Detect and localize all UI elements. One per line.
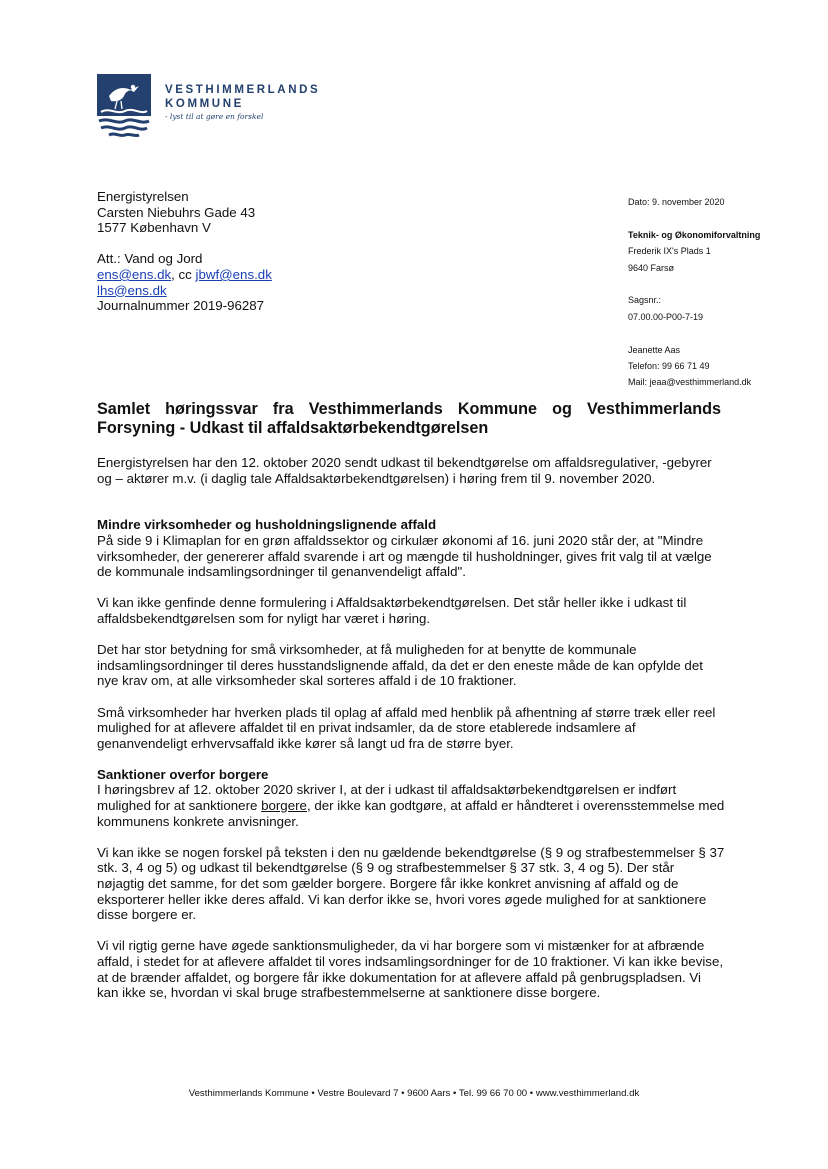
paragraph: Det har stor betydning for små virksomheder, at få muligheden for at benytte de kommunale indsamlingsordninger til deres husstandslignende affald, da det er den eneste måde de kan opfylde det nye krav om, at alle virksomheder skal sorteres affald i de 10 fraktioner. (97, 642, 703, 689)
journal-number: Journalnummer 2019-96287 (97, 298, 265, 314)
contact-mail: Mail: jeaa@vesthimmerland.dk (628, 377, 752, 388)
paragraph: I høringsbrev af 12. oktober 2020 skriver I, at der i udkast til affaldsaktørbekendtgørelsen er indført mulighed for at sanktionere borgere, der ikke kan godtgøre, at affald er håndteret i overensstemmelse med kommunens konkrete anvisninger. (97, 782, 725, 829)
sender-street: Frederik IX's Plads 1 (628, 246, 711, 257)
sender-department: Teknik- og Økonomiforvaltning (628, 229, 761, 240)
case-number: 07.00.00-P00-7-19 (628, 311, 704, 322)
recipient-line1: Energistyrelsen (97, 189, 189, 204)
letter-title: Samlet høringssvar fra Vesthimmerlands Kommune og Vesthimmerlands Forsyning - Udkast til affaldsaktørbekendtgørelsen (97, 400, 721, 437)
recipient-line3: 1577 København V (97, 220, 211, 236)
case-label: Sagsnr.: (628, 295, 662, 306)
intro-paragraph: Energistyrelsen har den 12. oktober 2020 sendt udkast til bekendtgørelse om affaldsregulativer, -gebyrer og – aktører m.v. (i daglig tale Affaldsaktørbekendtgørelsen) i høring frem til 9. november 2020. (97, 455, 712, 486)
crane-wave-logo-icon (97, 74, 151, 138)
logo-tagline: - lyst til at gøre en forskel (165, 112, 264, 121)
paragraph: Vi vil rigtig gerne have øgede sanktionsmuligheder, da vi har borgere som vi mistænker for at afbrænde affald, i stedet for at aflevere affaldet til vores indsamlingsordninger for de 10 fraktioner. Vi kan ikke bevise, at de brænder affaldet, og borgere får ikke dokumentation for at aflevere affald på genbrugspladsen. Vi kan ikke se, hvordan vi skal bruge strafbestemmelserne at sanktionere disse borgere. (97, 938, 724, 1001)
page-footer: Vesthimmerlands Kommune • Vestre Boulevard 7 • 9600 Aars • Tel. 99 66 70 00 • www.vesthimmerland.dk (188, 1088, 640, 1099)
email-link-lhs[interactable]: lhs@ens.dk (97, 282, 167, 298)
letter-body (97, 455, 725, 1016)
underlined-word: borgere (261, 798, 307, 814)
contact-phone: Telefon: 99 66 71 49 (628, 361, 710, 372)
contact-name: Jeanette Aas (628, 344, 681, 355)
recipient-address (97, 189, 272, 314)
section-heading-sanctions: Sanktioner overfor borgere (97, 766, 269, 782)
recipient-emails (97, 267, 272, 283)
email-link-ens[interactable]: ens@ens.dk (97, 266, 172, 282)
letter-date: Dato: 9. november 2020 (628, 197, 725, 207)
paragraph: På side 9 i Klimaplan for en grøn affaldssektor og cirkulær økonomi af 16. juni 2020 står der, at "Mindre virksomheder, der genererer affald svarende i art og mængde til husholdninger, gives frit valg til at vælge de kommunale indsamlingsordninger til genanvendeligt affald". (97, 532, 712, 580)
cc-text: , cc (171, 266, 196, 282)
sender-info (628, 194, 760, 391)
recipient-att: Att.: Vand og Jord (97, 251, 203, 267)
recipient-line2: Carsten Niebuhrs Gade 43 (97, 204, 256, 220)
section-heading-small-businesses: Mindre virksomheder og husholdningslignende affald (97, 517, 437, 533)
paragraph: Vi kan ikke se nogen forskel på teksten i den nu gældende bekendtgørelse (§ 9 og strafbestemmelser § 37 stk. 3, 4 og 5) og udkast til bekendtgørelse (§ 9 og strafbestemmelser § 37 stk. 3, 4 og 5). Der står nøjagtig det samme, for det som gælder borgere. Borgere får ikke konkret anvisning af affald og de eksporterer heller ikke deres affald. Vi kan derfor ikke se, hvori vores øgede mulighed for at sanktionere disse borgere er. (97, 844, 725, 923)
email-link-jbwf[interactable]: jbwf@ens.dk (195, 266, 272, 282)
municipality-logo (97, 74, 337, 140)
logo-name-line2: KOMMUNE (165, 98, 244, 110)
sender-city: 9640 Farsø (628, 262, 675, 273)
paragraph: Vi kan ikke genfinde denne formulering i Affaldsaktørbekendtgørelsen. Det står heller ikke i udkast til affaldsbekendtgørelsen som for nyligt har været i høring. (97, 595, 687, 626)
logo-name-line1: VESTHIMMERLANDS (165, 84, 321, 96)
paragraph: Små virksomheder har hverken plads til oplag af affald med henblik på afhentning af større træk eller reel mulighed for at aflevere affaldet til en privat indsamler, da de store etablerede indsamlere af genanvendeligt erhvervsaffald ikke kører så langt ud fra de større byer. (97, 704, 716, 751)
